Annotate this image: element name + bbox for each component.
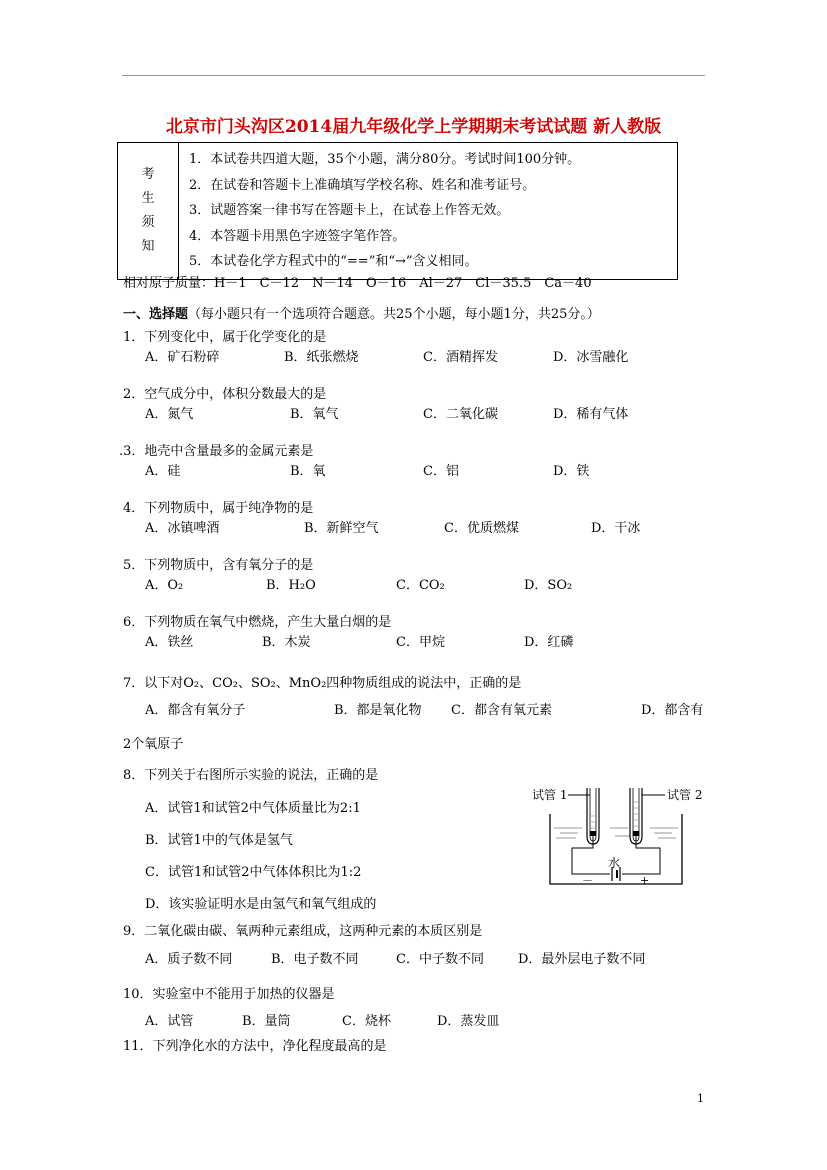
option: D．最外层电子数不同 [518,952,646,967]
tube2-label: 试管 2 [667,788,703,802]
question-stem: 4．下列物质中，属于纯净物的是 [123,501,314,516]
section-title: 一、选择题 [123,307,189,322]
tube-liquid [591,802,638,828]
option-continuation: 2个氧原子 [123,737,184,752]
option: A．冰镇啤酒 [145,521,220,536]
option: C．酒精挥发 [423,350,498,365]
option: B．木炭 [262,635,311,650]
option: A．矿石粉碎 [145,350,220,365]
minus-sign: － [582,874,593,887]
option: A．质子数不同 [145,952,233,967]
question-stem: 11．下列净化水的方法中，净化程度最高的是 [123,1039,387,1054]
option: D．蒸发皿 [437,1014,500,1029]
water-surface [554,828,678,838]
question-stem: 1．下列变化中，属于化学变化的是 [123,330,327,345]
option: A．试管 [145,1014,194,1029]
option: C．烧杯 [342,1014,391,1029]
page-title: 北京市门头沟区2014届九年级化学上学期期末考试试题 新人教版 [165,117,662,137]
option: B．纸张燃烧 [284,350,359,365]
notice-item: 2．在试卷和答题卡上准确填写学校名称、姓名和准考证号。 [189,177,536,193]
option: D．冰雪融化 [553,350,629,365]
option: C．甲烷 [396,635,445,650]
option: D．干冰 [591,521,641,536]
question-stem: 7．以下对O₂、CO₂、SO₂、MnO₂四种物质组成的说法中，正确的是 [123,676,522,691]
option: A．铁丝 [145,635,194,650]
option: C．CO₂ [396,578,445,593]
option: B．量筒 [242,1014,291,1029]
wire-left [572,836,610,874]
option: D．稀有气体 [553,407,629,422]
option: C．铝 [423,464,459,479]
page-number: 1 [697,1092,704,1105]
option: D．铁 [553,464,590,479]
water-label: 水 [608,856,621,870]
notice-label-char: 生 [141,190,155,206]
option: C．优质燃煤 [444,521,519,536]
tube1-label: 试管 1 [532,788,568,802]
option: B．H₂O [266,578,316,593]
notice-label-char: 考 [141,166,155,182]
notice-item: 5．本试卷化学方程式中的“==”和“→”含义相同。 [189,254,478,269]
option: B．电子数不同 [271,952,359,967]
notice-item: 3．试题答案一律书写在答题卡上，在试卷上作答无效。 [189,203,510,218]
option: C．二氧化碳 [423,407,498,422]
notice-label [118,143,179,280]
option: D．红磷 [524,635,574,650]
option: C．试管1和试管2中气体体积比为1:2 [145,865,362,880]
question-stem: 6．下列物质在氧气中燃烧，产生大量白烟的是 [123,615,392,630]
option: B．新鲜空气 [304,521,379,536]
option: A．O₂ [145,578,184,593]
exam-notice-table [117,142,678,280]
option: D．该实验证明水是由氢气和氧气组成的 [145,897,377,912]
option: B．氧气 [290,407,339,422]
option: B．试管1中的气体是氢气 [145,833,293,848]
question-stem: 8．下列关于右图所示实验的说法，正确的是 [123,768,379,783]
question-stem: 10．实验室中不能用于加热的仪器是 [123,987,335,1002]
electrolysis-apparatus-figure [530,776,720,892]
electrode-1 [590,831,596,836]
notice-label-char: 须 [141,214,155,230]
option: D．都含有 [641,703,704,718]
notice-item: 1．本试卷共四道大题，35个小题，满分80分。考试时间100分钟。 [189,152,581,167]
question-stem: .3．地壳中含量最多的金属元素是 [119,444,314,459]
notice-label-char: 知 [141,238,155,254]
option: A．都含有氧分子 [145,703,246,718]
notice-item: 4．本答题卡用黑色字迹签字笔作答。 [189,228,406,244]
atomic-masses: 相对原子质量：H－1 C－12 N－14 O－16 Al－27 Cl－35.5 Ca－40 [123,276,592,291]
plus-sign: + [640,874,650,887]
electrode-2 [633,831,639,836]
option: C．都含有氧元素 [451,703,552,718]
option: D．SO₂ [524,578,573,593]
option: A．氮气 [145,407,194,422]
option: A．硅 [145,464,181,479]
section-description: （每小题只有一个选项符合题意。共25个小题，每小题1分，共25分。） [188,307,600,322]
question-stem: 5．下列物质中，含有氧分子的是 [123,558,314,573]
question-stem: 9．二氧化碳由碳、氧两种元素组成，这两种元素的本质区别是 [123,924,483,939]
option: C．中子数不同 [396,952,484,967]
question-stem: 2．空气成分中，体积分数最大的是 [123,387,327,402]
option: B．氧 [290,464,326,479]
header-rule [122,75,705,76]
option: B．都是氧化物 [334,703,422,718]
notice-items [179,143,678,280]
option: A．试管1和试管2中气体质量比为2:1 [145,801,361,816]
section-heading [123,303,600,322]
